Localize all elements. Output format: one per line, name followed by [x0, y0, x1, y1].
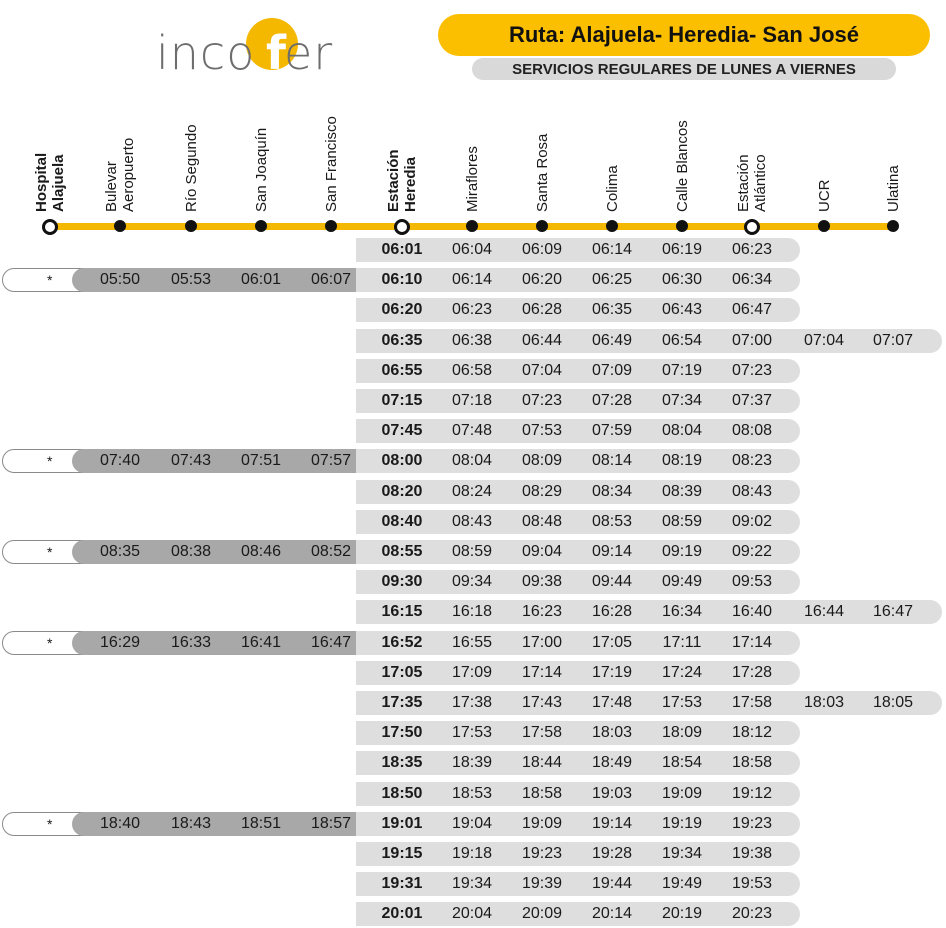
heredia-departure-cell: 07:45: [381, 422, 423, 439]
time-cell: 17:53: [661, 694, 703, 711]
feeder-time-cell: 08:38: [170, 543, 212, 560]
stop-label: [534, 0, 551, 212]
time-cell: 07:23: [731, 362, 773, 379]
stop-label-line2: Aeropuerto: [120, 137, 137, 212]
time-cell: 08:04: [661, 422, 703, 439]
time-cell: 17:11: [662, 634, 702, 651]
schedule-row: [0, 238, 946, 262]
schedule-row: [0, 480, 946, 504]
schedule-row: [0, 842, 946, 866]
extension-time-cell: 18:03: [803, 694, 845, 711]
time-cell: 07:53: [521, 422, 563, 439]
time-cell: 16:34: [661, 603, 703, 620]
feeder-time-cell: 08:35: [99, 543, 141, 560]
schedule-row: [0, 329, 946, 353]
time-cell: 18:58: [731, 754, 773, 771]
time-cell: 17:28: [731, 664, 773, 681]
feeder-time-cell: 18:51: [240, 815, 282, 832]
stop-marker: [114, 220, 126, 232]
stop-label: [464, 0, 481, 212]
route-title: Ruta: Alajuela- Heredia- San José: [438, 14, 930, 56]
stop-label: [604, 0, 621, 212]
schedule-row: [0, 570, 946, 594]
time-cell: 18:44: [521, 754, 563, 771]
time-cell: 20:19: [661, 905, 703, 922]
time-cell: 09:49: [661, 573, 703, 590]
time-cell: 09:44: [591, 573, 633, 590]
time-cell: 08:19: [661, 452, 703, 469]
time-cell: 08:59: [451, 543, 493, 560]
schedule-row: [0, 782, 946, 806]
stop-label-line1: Miraflores: [464, 146, 481, 212]
stop-label-line1: Río Segundo: [183, 124, 200, 212]
time-cell: 08:08: [731, 422, 773, 439]
feeder-time-cell: 05:53: [170, 271, 212, 288]
schedule-row: [0, 510, 946, 534]
time-cell: 17:05: [591, 634, 633, 651]
time-cell: 17:58: [521, 724, 563, 741]
heredia-departure-cell: 18:35: [381, 754, 423, 771]
time-cell: 19:44: [591, 875, 633, 892]
terminal-stop-marker: [744, 219, 760, 235]
stop-marker: [466, 220, 478, 232]
time-cell: 08:24: [451, 483, 493, 500]
time-cell: 06:38: [451, 332, 493, 349]
time-cell: 08:34: [591, 483, 633, 500]
time-cell: 09:53: [731, 573, 773, 590]
time-cell: 19:14: [591, 815, 633, 832]
time-cell: 08:43: [731, 483, 773, 500]
heredia-departure-cell: 08:20: [381, 483, 423, 500]
time-cell: 08:48: [521, 513, 563, 530]
stop-marker: [185, 220, 197, 232]
time-cell: 06:30: [661, 271, 703, 288]
time-cell: 19:23: [521, 845, 563, 862]
time-cell: 17:09: [451, 664, 493, 681]
feeder-star: *: [47, 816, 53, 832]
stop-label-line1: UCR: [816, 179, 833, 212]
time-cell: 08:53: [591, 513, 633, 530]
time-cell: 07:28: [591, 392, 633, 409]
heredia-departure-cell: 06:55: [381, 362, 423, 379]
stop-label-line1: Calle Blancos: [674, 120, 691, 212]
schedule-row: [0, 359, 946, 383]
time-cell: 09:34: [451, 573, 493, 590]
time-cell: 18:12: [731, 724, 773, 741]
logo-letter-f: f: [266, 26, 288, 80]
time-cell: 19:38: [731, 845, 773, 862]
stop-label: [674, 0, 691, 212]
time-cell: 19:49: [661, 875, 703, 892]
feeder-time-cell: 07:40: [99, 452, 141, 469]
time-cell: 19:12: [731, 785, 773, 802]
time-cell: 17:43: [521, 694, 563, 711]
time-cell: 09:14: [591, 543, 633, 560]
time-cell: 08:43: [451, 513, 493, 530]
heredia-departure-cell: 19:15: [381, 845, 423, 862]
schedule-row: [0, 540, 946, 564]
terminal-stop-marker: [42, 219, 58, 235]
time-cell: 17:38: [451, 694, 493, 711]
heredia-departure-cell: 16:52: [381, 634, 423, 651]
time-cell: 19:34: [451, 875, 493, 892]
time-cell: 08:09: [521, 452, 563, 469]
stop-marker: [676, 220, 688, 232]
time-cell: 06:49: [591, 332, 633, 349]
time-cell: 06:09: [521, 241, 563, 258]
schedule-row: [0, 661, 946, 685]
time-cell: 07:04: [521, 362, 563, 379]
time-cell: 06:47: [731, 301, 773, 318]
time-cell: 06:19: [661, 241, 703, 258]
feeder-time-cell: 18:40: [99, 815, 141, 832]
time-cell: 16:28: [591, 603, 633, 620]
time-cell: 20:14: [591, 905, 633, 922]
feeder-time-cell: 18:43: [170, 815, 212, 832]
feeder-time-cell: 16:29: [99, 634, 141, 651]
time-cell: 17:00: [521, 634, 563, 651]
heredia-departure-cell: 17:50: [381, 724, 423, 741]
feeder-time-cell: 16:41: [240, 634, 282, 651]
heredia-departure-cell: 07:15: [381, 392, 423, 409]
time-cell: 19:09: [521, 815, 563, 832]
schedule-row: [0, 902, 946, 926]
heredia-departure-cell: 08:55: [381, 543, 423, 560]
heredia-departure-cell: 18:50: [381, 785, 423, 802]
time-cell: 08:04: [451, 452, 493, 469]
time-cell: 19:23: [731, 815, 773, 832]
extension-time-cell: 07:04: [803, 332, 845, 349]
time-cell: 19:28: [591, 845, 633, 862]
time-cell: 09:22: [731, 543, 773, 560]
stop-label-line1: Colima: [604, 165, 621, 212]
terminal-stop-marker: [394, 219, 410, 235]
time-cell: 07:37: [731, 392, 773, 409]
time-cell: 08:23: [731, 452, 773, 469]
stop-label: [33, 0, 67, 212]
time-cell: 20:04: [451, 905, 493, 922]
feeder-time-cell: 06:01: [240, 271, 282, 288]
time-cell: 19:03: [591, 785, 633, 802]
time-cell: 16:40: [731, 603, 773, 620]
time-cell: 06:23: [731, 241, 773, 258]
schedule-row: [0, 751, 946, 775]
time-cell: 18:58: [521, 785, 563, 802]
schedule-row: [0, 721, 946, 745]
heredia-departure-cell: 17:05: [381, 664, 423, 681]
time-cell: 17:53: [451, 724, 493, 741]
time-cell: 07:23: [521, 392, 563, 409]
schedule-row: [0, 298, 946, 322]
time-cell: 19:09: [661, 785, 703, 802]
stop-marker: [606, 220, 618, 232]
heredia-departure-cell: 06:10: [381, 271, 423, 288]
time-cell: 19:18: [451, 845, 493, 862]
stop-label-line2: Heredia: [402, 156, 419, 212]
stop-label-line1: San Francisco: [323, 116, 340, 212]
time-cell: 07:19: [661, 362, 703, 379]
feeder-time-cell: 06:07: [310, 271, 352, 288]
feeder-time-cell: 08:52: [310, 543, 352, 560]
heredia-departure-cell: 19:01: [381, 815, 423, 832]
heredia-departure-cell: 06:20: [381, 301, 423, 318]
feeder-star: *: [47, 453, 53, 469]
stop-label-line1: Estación: [385, 149, 402, 212]
schedule-row: [0, 600, 946, 624]
time-cell: 09:38: [521, 573, 563, 590]
time-cell: 06:14: [591, 241, 633, 258]
service-subtitle: SERVICIOS REGULARES DE LUNES A VIERNES: [472, 58, 896, 80]
time-cell: 18:09: [661, 724, 703, 741]
stop-marker: [887, 220, 899, 232]
time-cell: 06:34: [731, 271, 773, 288]
heredia-departure-cell: 09:30: [381, 573, 423, 590]
time-cell: 07:34: [661, 392, 703, 409]
feeder-time-cell: 07:57: [310, 452, 352, 469]
stop-label: [103, 0, 137, 212]
stop-label-line1: Bulevar: [103, 161, 120, 212]
feeder-time-cell: 07:43: [170, 452, 212, 469]
stop-label-line2: Atlántico: [752, 154, 769, 212]
time-cell: 16:18: [451, 603, 493, 620]
time-cell: 06:35: [591, 301, 633, 318]
time-cell: 06:54: [661, 332, 703, 349]
stop-marker: [255, 220, 267, 232]
stop-label: [735, 0, 769, 212]
stop-label: [323, 0, 340, 212]
stop-label: [885, 0, 902, 212]
stop-label: [183, 0, 200, 212]
time-cell: 17:24: [661, 664, 703, 681]
time-cell: 09:02: [731, 513, 773, 530]
schedule-row: [0, 691, 946, 715]
time-cell: 06:04: [451, 241, 493, 258]
time-cell: 17:58: [731, 694, 773, 711]
time-cell: 17:14: [521, 664, 563, 681]
schedule-row: [0, 449, 946, 473]
time-cell: 20:23: [731, 905, 773, 922]
time-cell: 06:44: [521, 332, 563, 349]
heredia-departure-cell: 19:31: [381, 875, 423, 892]
logo-text-b: er: [284, 26, 334, 80]
stop-label-line1: Hospital: [33, 152, 50, 212]
time-cell: 07:48: [451, 422, 493, 439]
feeder-time-cell: 07:51: [240, 452, 282, 469]
time-cell: 16:55: [451, 634, 493, 651]
time-cell: 08:29: [521, 483, 563, 500]
time-cell: 09:04: [521, 543, 563, 560]
time-cell: 07:59: [591, 422, 633, 439]
feeder-time-cell: 16:33: [170, 634, 212, 651]
time-cell: 18:49: [591, 754, 633, 771]
time-cell: 06:28: [521, 301, 563, 318]
feeder-time-cell: 16:47: [310, 634, 352, 651]
extension-time-cell: 07:07: [872, 332, 914, 349]
time-cell: 18:03: [591, 724, 633, 741]
time-cell: 07:09: [591, 362, 633, 379]
time-cell: 17:19: [591, 664, 633, 681]
time-cell: 08:39: [661, 483, 703, 500]
heredia-departure-cell: 08:00: [381, 452, 423, 469]
time-cell: 06:43: [661, 301, 703, 318]
time-cell: 19:39: [521, 875, 563, 892]
heredia-departure-cell: 08:40: [381, 513, 423, 530]
stop-label-line1: San Joaquín: [253, 127, 270, 212]
feeder-time-cell: 05:50: [99, 271, 141, 288]
time-cell: 16:23: [521, 603, 563, 620]
time-cell: 08:59: [661, 513, 703, 530]
feeder-star: *: [47, 635, 53, 651]
heredia-departure-cell: 16:15: [381, 603, 423, 620]
logo-text-a: inco: [156, 26, 256, 80]
stop-label-line1: Ulatina: [885, 165, 902, 212]
time-cell: 19:34: [661, 845, 703, 862]
stop-label-line2: Alajuela: [50, 154, 67, 212]
time-cell: 19:19: [661, 815, 703, 832]
time-cell: 17:48: [591, 694, 633, 711]
stop-marker: [325, 220, 337, 232]
time-cell: 19:53: [731, 875, 773, 892]
schedule-row: [0, 419, 946, 443]
time-cell: 18:53: [451, 785, 493, 802]
time-cell: 09:19: [661, 543, 703, 560]
schedule-row: [0, 631, 946, 655]
time-cell: 08:14: [591, 452, 633, 469]
stop-marker: [818, 220, 830, 232]
stop-label: [385, 0, 419, 212]
time-cell: 06:25: [591, 271, 633, 288]
heredia-departure-cell: 17:35: [381, 694, 423, 711]
time-cell: 19:04: [451, 815, 493, 832]
stop-label: [816, 0, 833, 212]
time-cell: 18:39: [451, 754, 493, 771]
feeder-time-cell: 08:46: [240, 543, 282, 560]
stop-label-line1: Estación: [735, 154, 752, 212]
time-cell: 06:23: [451, 301, 493, 318]
time-cell: 07:00: [731, 332, 773, 349]
time-cell: 06:58: [451, 362, 493, 379]
stop-label-line1: Santa Rosa: [534, 133, 551, 212]
extension-time-cell: 18:05: [872, 694, 914, 711]
feeder-star: *: [47, 544, 53, 560]
heredia-departure-cell: 06:35: [381, 332, 423, 349]
time-cell: 17:14: [731, 634, 773, 651]
heredia-departure-cell: 20:01: [381, 905, 423, 922]
time-cell: 07:18: [451, 392, 493, 409]
time-cell: 06:14: [451, 271, 493, 288]
stop-label: [253, 0, 270, 212]
heredia-departure-cell: 06:01: [381, 241, 423, 258]
extension-time-cell: 16:44: [803, 603, 845, 620]
stop-marker: [536, 220, 548, 232]
feeder-star: *: [47, 272, 53, 288]
schedule-row: [0, 812, 946, 836]
schedule-row: [0, 872, 946, 896]
time-cell: 18:54: [661, 754, 703, 771]
schedule-row: [0, 268, 946, 292]
schedule-row: [0, 389, 946, 413]
feeder-time-cell: 18:57: [310, 815, 352, 832]
time-cell: 06:20: [521, 271, 563, 288]
time-cell: 20:09: [521, 905, 563, 922]
extension-time-cell: 16:47: [872, 603, 914, 620]
